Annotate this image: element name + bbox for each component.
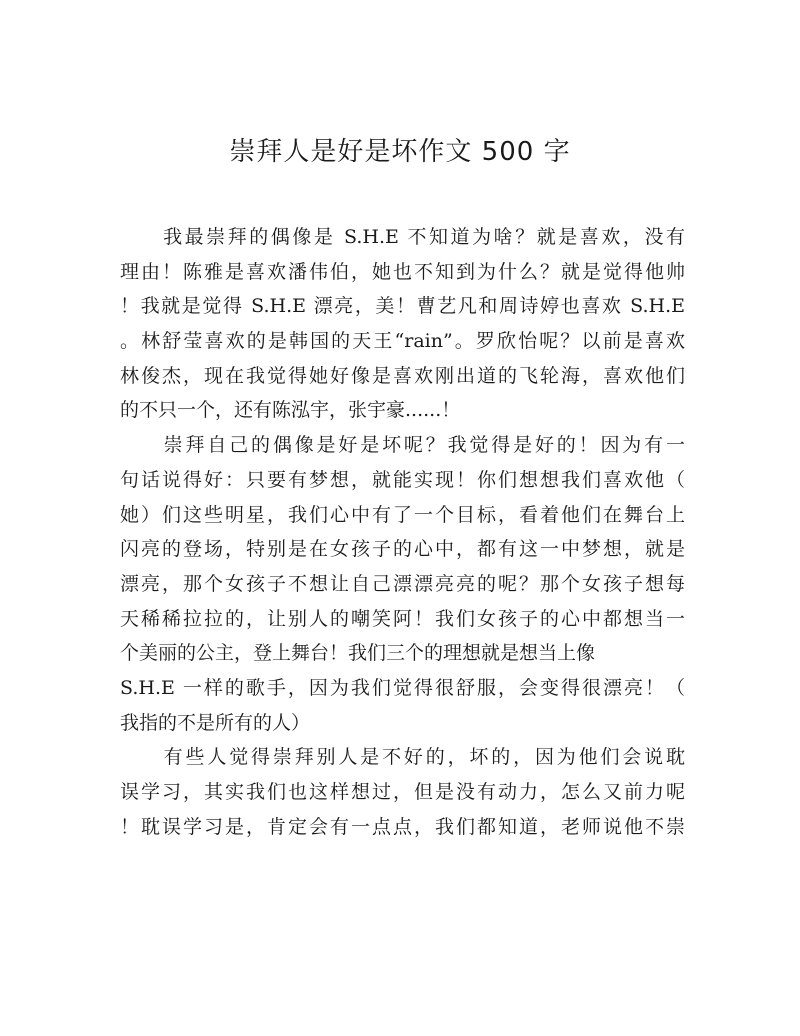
text-line: ！耽误学习是，肯定会有一点点，我们都知道，老师说他不崇 [120,815,685,838]
text-line: 误学习，其实我们也这样想过，但是没有动力，怎么又前力呢 [120,781,685,803]
text-line: 个美丽的公主，登上舞台！我们三个的理想就是想当上像 [120,642,596,665]
text-line: ！我就是觉得 S.H.E 漂亮，美！曹艺凡和周诗婷也喜欢 S.H.E [120,295,685,318]
text-line: 漂亮，那个女孩子不想让自己漂漂亮亮的呢？那个女孩子想每 [120,572,685,595]
text-line: 天稀稀拉拉的，让别人的嘲笑阿！我们女孩子的心中都想当一 [120,607,685,630]
document-body [120,220,685,844]
text-line: 理由！陈雅是喜欢潘伟伯，她也不知到为什么？就是觉得他帅 [120,260,685,283]
text-line: 句话说得好：只要有梦想，就能实现！你们想想我们喜欢他（ [120,468,685,491]
text-line: 她）们这些明星，我们心中有了一个目标，看着他们在舞台上 [120,503,685,526]
text-line: 我指的不是所有的人） [120,711,311,734]
text-line: S.H.E 一样的歌手，因为我们觉得很舒服，会变得很漂亮！（ [120,676,685,699]
text-line: 有些人觉得崇拜别人是不好的，坏的，因为他们会说耽 [120,746,685,769]
text-line: 我最崇拜的偶像是 S.H.E 不知道为啥？就是喜欢，没有 [120,226,685,248]
document-title: 崇拜人是好是坏作文 500 字 [229,137,571,167]
text-line: 林俊杰，现在我觉得她好像是喜欢刚出道的飞轮海，喜欢他们 [120,364,685,387]
text-line: 崇拜自己的偶像是好是坏呢？我觉得是好的！因为有一 [120,434,685,457]
text-line: 闪亮的登场，特别是在女孩子的心中，都有这一中梦想，就是 [120,538,685,561]
text-line: 的不只一个，还有陈泓宇，张宇豪......！ [120,399,461,422]
text-line: 。林舒莹喜欢的是韩国的天王“rain”。罗欣怡呢？以前是喜欢 [120,330,685,353]
